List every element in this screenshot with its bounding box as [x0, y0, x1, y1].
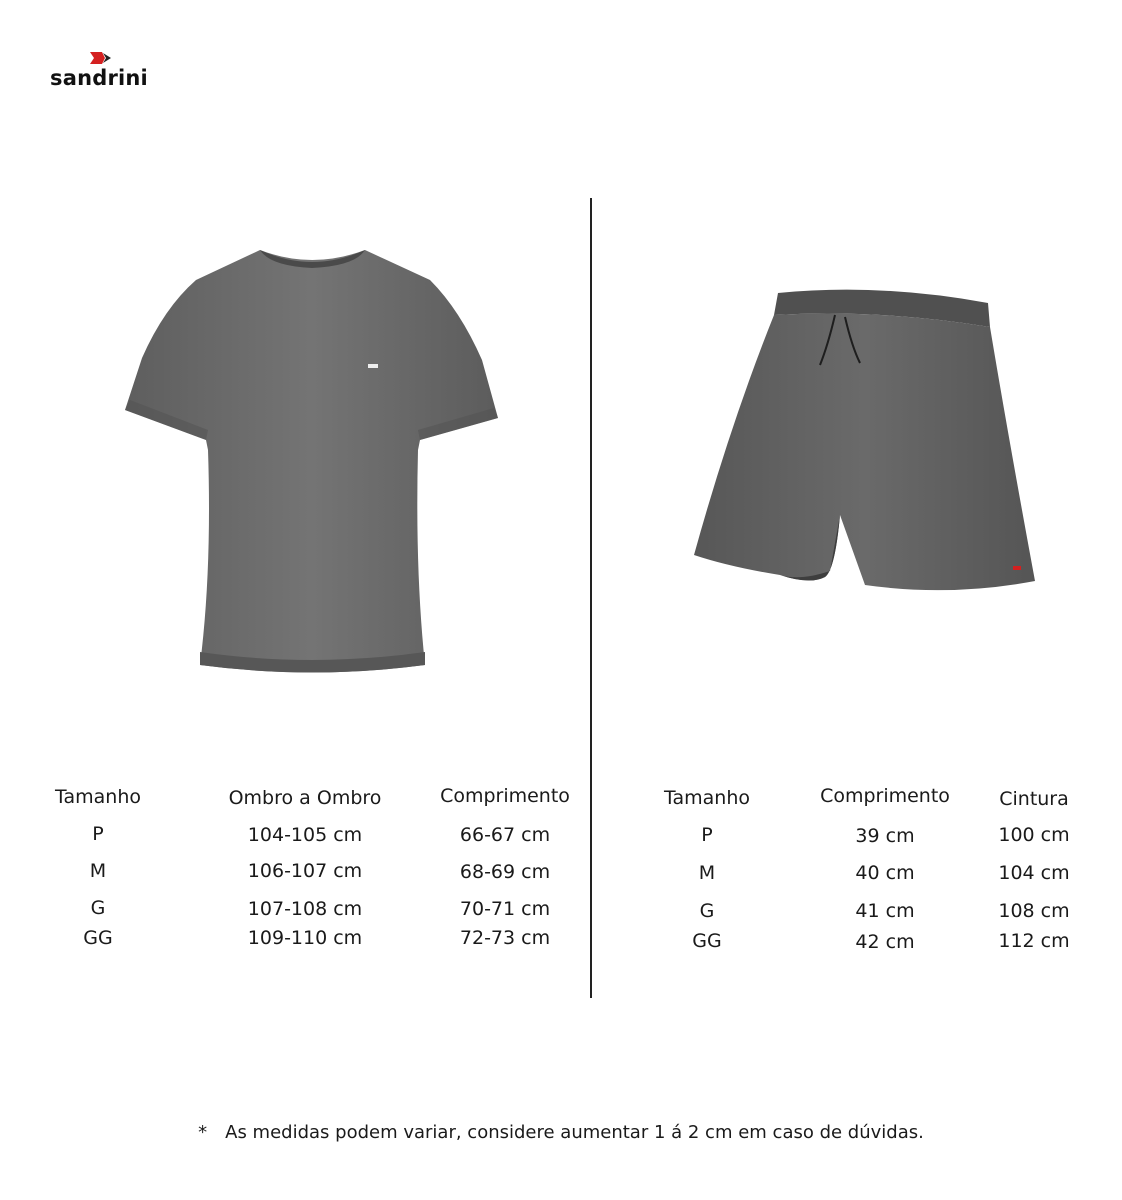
shirt-header-size: Tamanho [55, 786, 141, 808]
shorts-row-p-length: 39 cm [855, 825, 915, 847]
shirt-row-g-length: 70-71 cm [459, 898, 551, 920]
shorts-header-waist: Cintura [999, 788, 1069, 810]
shirt-row-m-shoulder: 106-107 cm [247, 860, 363, 882]
shirt-row-p-length: 66-67 cm [459, 824, 551, 846]
shorts-row-g-length: 41 cm [855, 900, 915, 922]
section-divider [590, 198, 592, 998]
brand-logo [50, 52, 160, 96]
measurement-note [0, 1122, 1122, 1143]
shirt-header-length: Comprimento [440, 785, 570, 807]
shirt-row-m-size: M [89, 860, 107, 882]
shirt-row-gg-length: 72-73 cm [459, 927, 551, 949]
shirt-row-p-size: P [92, 823, 104, 845]
shorts-image [690, 285, 1040, 605]
shirt-row-gg-size: GG [83, 927, 113, 949]
shorts-row-g-size: G [699, 900, 715, 922]
shirt-row-p-shoulder: 104-105 cm [247, 824, 363, 846]
shorts-row-gg-length: 42 cm [855, 931, 915, 953]
footnote-text: As medidas podem variar, considere aumentar 1 á 2 cm em caso de dúvidas. [225, 1122, 924, 1143]
shorts-row-m-length: 40 cm [855, 862, 915, 884]
shorts-header-length: Comprimento [820, 785, 950, 807]
tshirt-image [120, 240, 505, 680]
shirt-row-g-shoulder: 107-108 cm [247, 898, 363, 920]
shorts-row-gg-size: GG [692, 930, 722, 952]
shorts-row-m-size: M [698, 862, 716, 884]
brand-mark-icon [90, 52, 112, 64]
shorts-row-p-size: P [701, 824, 713, 846]
shorts-header-size: Tamanho [664, 787, 750, 809]
shirt-header-shoulder: Ombro a Ombro [228, 787, 382, 809]
shirt-row-gg-shoulder: 109-110 cm [247, 927, 363, 949]
footnote-marker: * [198, 1122, 208, 1143]
brand-name: sandrini [50, 66, 148, 90]
shirt-row-g-size: G [90, 897, 106, 919]
shorts-row-p-waist: 100 cm [998, 824, 1070, 846]
shirt-row-m-length: 68-69 cm [459, 861, 551, 883]
shorts-row-g-waist: 108 cm [998, 900, 1070, 922]
shorts-row-m-waist: 104 cm [998, 862, 1070, 884]
shorts-row-gg-waist: 112 cm [998, 930, 1070, 952]
